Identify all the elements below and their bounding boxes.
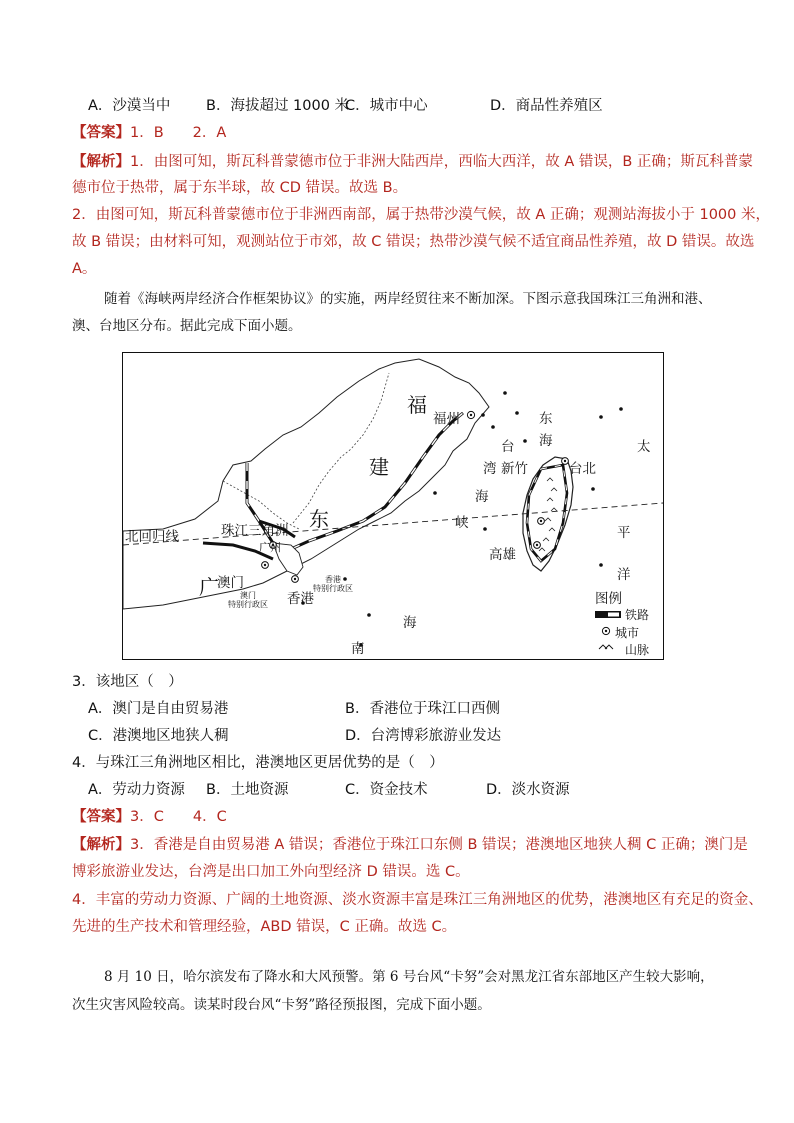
explanation-line: 先进的生产技术和管理经验，ABD 错误，C 正确。故选 C。 [72, 919, 457, 935]
q3-option-a: A．澳门是自由贸易港 [88, 701, 229, 717]
explanation-line: 德市位于热带，属于东半球，故 CD 错误。故选 B。 [72, 180, 408, 196]
explanation-text: 3．香港是自由贸易港 A 错误；香港位于珠江口东侧 B 错误；港澳地区地狭人稠 C 正确；澳门是 [130, 837, 748, 853]
intro-2-text: 次生灾害风险较高。读某时段台风“卡努”路径预报图，完成下面小题。 [72, 997, 491, 1013]
question-4-stem: 4．与珠江三角洲地区相比，港澳地区更居优势的是（ ） [72, 755, 444, 771]
city-guangzhou: 广州 [259, 541, 281, 554]
answer-text: 1．B 2．A [130, 125, 227, 141]
macau-sar-line1: 澳门 [240, 591, 256, 600]
explanation-line: 4．丰富的劳动力资源、广阔的土地资源、淡水资源丰富是珠江三角洲地区的优势，港澳地区有充足的资金、 [72, 892, 763, 908]
q4-option-b: B．土地资源 [206, 782, 289, 798]
label-south-1: 南 [351, 641, 365, 657]
answer-line-1 [72, 123, 226, 143]
hk-sar-line1: 香港 [325, 575, 341, 584]
answer-text: 3．C 4．C [130, 809, 227, 825]
label-tropic: 北回归线 [125, 529, 179, 545]
intro-text: 澳、台地区分布。据此完成下面小题。 [72, 318, 302, 334]
explanation-line: A。 [72, 261, 97, 277]
answer-tag: 【答案】 [72, 809, 130, 825]
explanation-line [72, 835, 748, 855]
explanation-line [72, 152, 753, 172]
explanation-line: 故 B 错误；由材料可知，观测站位于市郊，故 C 错误；热带沙漠气候不适宜商品性养殖，故 D 错误。故选 [72, 234, 755, 250]
answer-line-2 [72, 807, 227, 827]
label-south-2: 海 [403, 615, 417, 631]
label-wan: 湾 [483, 461, 497, 477]
option-a: A．沙漠当中 [88, 98, 171, 114]
city-macau: 澳门 [217, 575, 244, 591]
q3-option-d: D．台湾博彩旅游业发达 [345, 728, 502, 744]
explanation-text: 1．由图可知，斯瓦科普蒙德市位于非洲大陆西岸，西临大西洋，故 A 错误，B 正确；斯瓦科普蒙 [130, 154, 753, 170]
city-taibei: 台北 [569, 461, 596, 477]
label-xia: 峡 [455, 515, 469, 531]
legend-rail: 铁路 [625, 608, 650, 622]
explanation-tag: 【解析】 [72, 154, 130, 170]
label-strait-hai: 海 [475, 489, 489, 505]
legend-city: 城市 [615, 626, 640, 640]
map-figure [122, 352, 664, 660]
q3-option-b: B．香港位于珠江口西侧 [345, 701, 500, 717]
map-drawing [123, 353, 663, 659]
option-d: D．商品性养殖区 [490, 98, 603, 114]
label-pacific-2: 平 [617, 525, 631, 541]
question-3-stem: 3．该地区（ ） [72, 674, 183, 690]
macau-sar-line2: 特别行政区 [228, 600, 268, 609]
explanation-tag: 【解析】 [72, 837, 130, 853]
intro-text: 随着《海峡两岸经济合作框架协议》的实施，两岸经贸往来不断加深。下图示意我国珠江三角洲和港、 [104, 291, 712, 307]
label-fu: 福 [407, 393, 427, 417]
label-sea-east: 海 [539, 433, 553, 449]
answer-tag: 【答案】 [72, 125, 130, 141]
city-fuzhou: 福州 [433, 411, 460, 427]
city-hk: 香港 [287, 591, 314, 607]
q4-option-d: D．淡水资源 [486, 782, 570, 798]
label-prd: 珠江三角洲 [221, 523, 289, 539]
hk-sar-label [305, 575, 361, 593]
q4-option-a: A．劳动力资源 [88, 782, 185, 798]
intro-2-text: 8 月 10 日，哈尔滨发布了降水和大风预警。第 6 号台风“卡努”会对黑龙江省东部地区产生较大影响， [104, 969, 714, 985]
city-xinzhu: 新竹 [501, 461, 528, 477]
legend-title: 图例 [595, 591, 622, 607]
legend-mountain: 山脉 [625, 643, 650, 657]
label-dong: 东 [309, 507, 329, 531]
hk-sar-line2: 特别行政区 [313, 584, 353, 593]
option-b: B．海拔超过 1000 米 [206, 98, 350, 114]
label-jian: 建 [369, 455, 389, 479]
macau-sar-label [223, 591, 273, 609]
q3-option-c: C．港澳地区地狭人稠 [88, 728, 229, 744]
explanation-line: 博彩旅游业发达，台湾是出口加工外向型经济 D 错误。选 C。 [72, 864, 470, 880]
city-gaoxiong: 高雄 [489, 547, 516, 563]
label-pacific-1: 太 [637, 439, 651, 455]
option-c: C．城市中心 [345, 98, 428, 114]
explanation-line: 2．由图可知，斯瓦科普蒙德市位于非洲西南部，属于热带沙漠气候，故 A 正确；观测站海拔小于 1000 米， [72, 207, 770, 223]
q4-option-c: C．资金技术 [345, 782, 428, 798]
label-guang: 广 [199, 575, 219, 599]
label-tai: 台 [501, 439, 515, 455]
label-east: 东 [539, 411, 553, 427]
label-pacific-3: 洋 [617, 567, 631, 583]
